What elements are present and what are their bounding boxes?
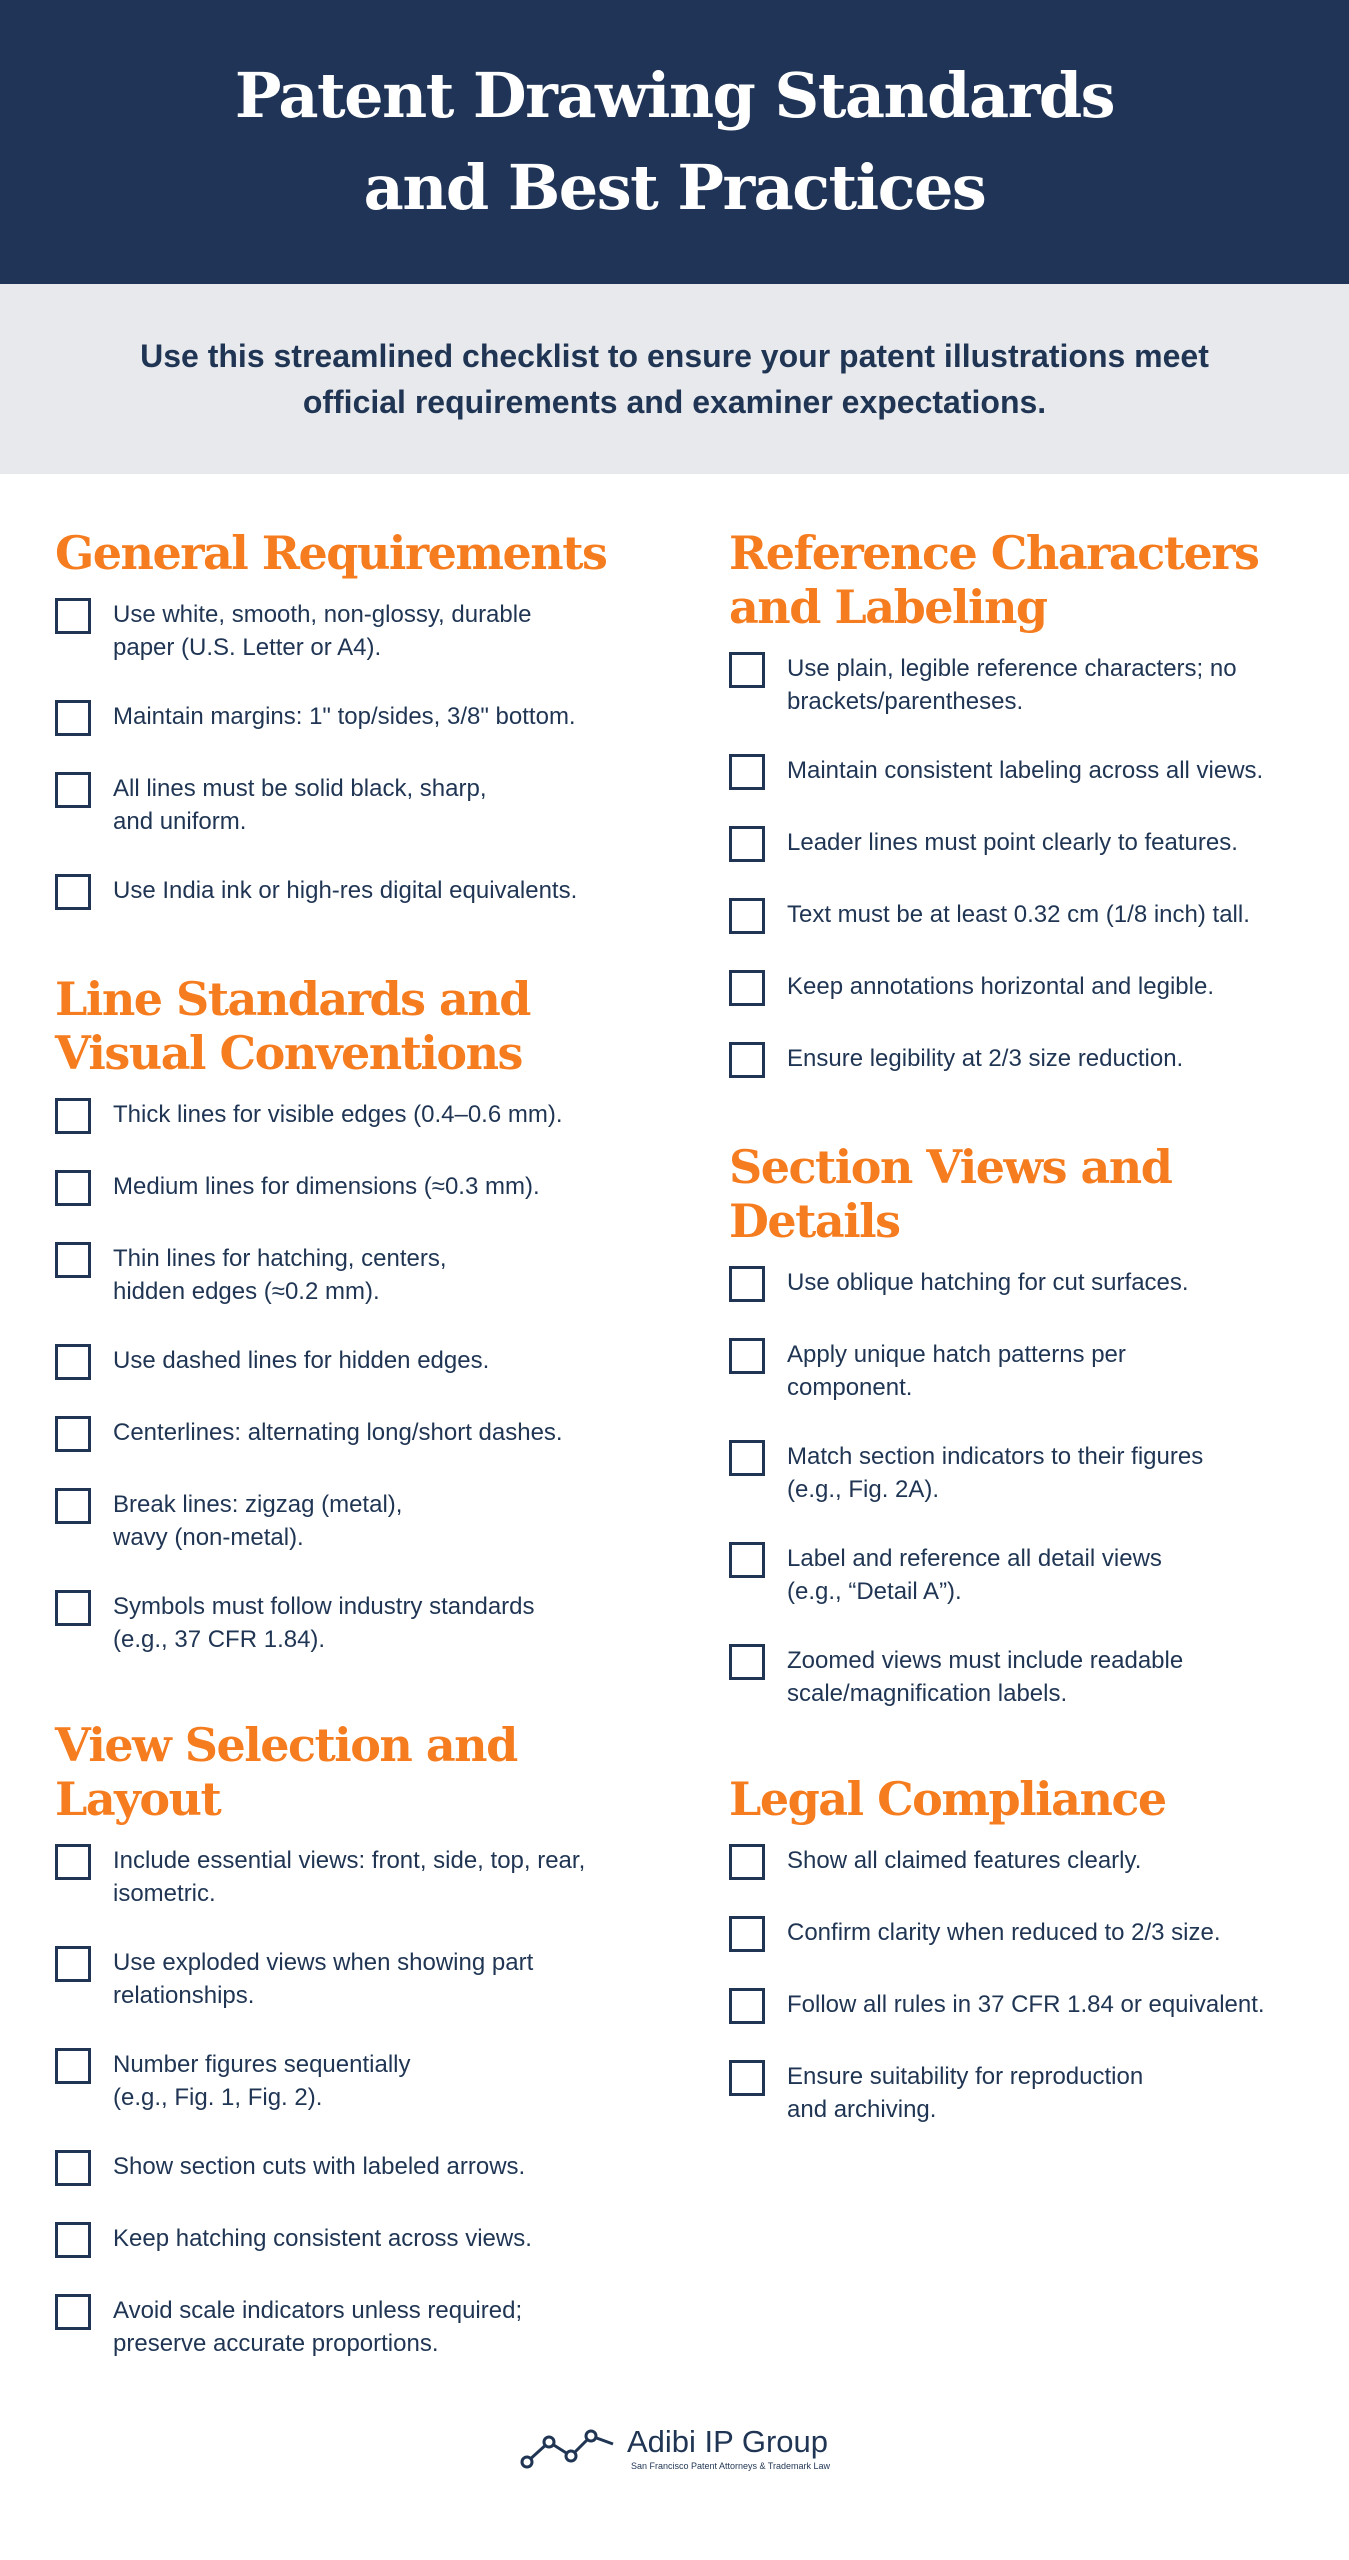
section-heading: General Requirements bbox=[55, 526, 607, 580]
checklist-item[interactable] bbox=[55, 1170, 675, 1206]
section-heading: Line Standards and Visual Conventions bbox=[55, 972, 530, 1080]
checkbox[interactable] bbox=[729, 754, 765, 790]
checklist-item[interactable] bbox=[729, 1542, 1329, 1608]
footer bbox=[0, 2425, 1349, 2471]
checklist-item-label: Use oblique hatching for cut surfaces. bbox=[787, 1269, 1189, 1296]
checklist-item[interactable] bbox=[55, 1844, 675, 1910]
checklist-item-label: Centerlines: alternating long/short dashes. bbox=[113, 1419, 563, 1446]
checklist-item-label: Text must be at least 0.32 cm (1/8 inch) tall. bbox=[787, 901, 1250, 928]
line-graph-logo-icon bbox=[519, 2426, 619, 2470]
checkbox[interactable] bbox=[729, 1338, 765, 1374]
checklist-item[interactable] bbox=[55, 874, 675, 910]
checkbox[interactable] bbox=[729, 1542, 765, 1578]
checkbox[interactable] bbox=[55, 2048, 91, 2084]
checklist-item[interactable] bbox=[55, 598, 675, 664]
checklist-item-label: Match section indicators to their figures (e.g., Fig. 2A). bbox=[787, 1443, 1204, 1503]
checkbox[interactable] bbox=[55, 1170, 91, 1206]
checklist-item[interactable] bbox=[55, 700, 675, 736]
checklist-item[interactable] bbox=[55, 1590, 675, 1656]
checkbox[interactable] bbox=[729, 1644, 765, 1680]
checklist-item-label: Thick lines for visible edges (0.4–0.6 mm). bbox=[113, 1101, 563, 1128]
section-heading: Section Views and Details bbox=[729, 1140, 1172, 1248]
checklist-item[interactable] bbox=[55, 2222, 675, 2258]
intro-text: Use this streamlined checklist to ensure your patent illustrations meet official requirements and examiner expectations. bbox=[140, 338, 1209, 420]
checklist-item[interactable] bbox=[729, 1042, 1329, 1078]
checklist-item-label: Keep hatching consistent across views. bbox=[113, 2225, 532, 2252]
checklist-item[interactable] bbox=[55, 772, 675, 838]
checklist-item[interactable] bbox=[55, 1488, 675, 1554]
intro-banner bbox=[0, 284, 1349, 474]
checklist-item[interactable] bbox=[55, 2150, 675, 2186]
checklist-item-label: Zoomed views must include readable scale/magnification labels. bbox=[787, 1647, 1184, 1707]
checklist-item[interactable] bbox=[729, 1644, 1329, 1710]
checklist-item-label: Use dashed lines for hidden edges. bbox=[113, 1347, 490, 1374]
checklist-item[interactable] bbox=[729, 898, 1329, 934]
checklist-item[interactable] bbox=[55, 1242, 675, 1308]
page-title bbox=[235, 50, 1114, 234]
logo-name: Adibi IP Group bbox=[626, 2424, 828, 2459]
checklist-item-label: Medium lines for dimensions (≈0.3 mm). bbox=[113, 1173, 540, 1200]
checklist-item-label: Ensure suitability for reproduction and archiving. bbox=[787, 2063, 1144, 2123]
checklist-item[interactable] bbox=[729, 970, 1329, 1006]
checkbox[interactable] bbox=[729, 826, 765, 862]
checklist-item[interactable] bbox=[729, 1844, 1329, 1880]
checklist-item[interactable] bbox=[729, 2060, 1329, 2126]
checkbox[interactable] bbox=[55, 1416, 91, 1452]
checklist-item-label: Use exploded views when showing part relationships. bbox=[113, 1949, 534, 2009]
checklist-item[interactable] bbox=[55, 2048, 675, 2114]
checklist-columns bbox=[0, 474, 1349, 2422]
checklist-item-label: Include essential views: front, side, top, rear, isometric. bbox=[113, 1847, 586, 1907]
checklist-item[interactable] bbox=[55, 1098, 675, 1134]
checkbox[interactable] bbox=[729, 1440, 765, 1476]
checklist-item-label: Apply unique hatch patterns per component. bbox=[787, 1341, 1126, 1401]
checklist-item-label: Confirm clarity when reduced to 2/3 size. bbox=[787, 1919, 1221, 1946]
section-reference-characters-and-labeling bbox=[729, 526, 1329, 1078]
section-legal-compliance bbox=[729, 1772, 1329, 2126]
section-heading: View Selection and Layout bbox=[55, 1718, 517, 1826]
checklist-item-label: Keep annotations horizontal and legible. bbox=[787, 973, 1214, 1000]
checklist-item[interactable] bbox=[729, 1440, 1329, 1506]
page-header bbox=[0, 0, 1349, 284]
checkbox[interactable] bbox=[55, 2222, 91, 2258]
checkbox[interactable] bbox=[729, 1844, 765, 1880]
checkbox[interactable] bbox=[55, 2294, 91, 2330]
checklist-item-label: Thin lines for hatching, centers, hidden edges (≈0.2 mm). bbox=[113, 1245, 447, 1305]
checkbox[interactable] bbox=[55, 700, 91, 736]
checklist-item[interactable] bbox=[729, 754, 1329, 790]
checkbox[interactable] bbox=[729, 1042, 765, 1078]
company-logo bbox=[519, 2425, 830, 2471]
checkbox[interactable] bbox=[55, 1098, 91, 1134]
checklist-item[interactable] bbox=[729, 1988, 1329, 2024]
checklist-item-label: Maintain consistent labeling across all views. bbox=[787, 757, 1264, 784]
checkbox[interactable] bbox=[729, 970, 765, 1006]
checkbox[interactable] bbox=[55, 772, 91, 808]
section-line-standards-and-visual-conventions bbox=[55, 972, 675, 1656]
checklist-item-label: Maintain margins: 1" top/sides, 3/8" bottom. bbox=[113, 703, 576, 730]
checklist-item-label: Ensure legibility at 2/3 size reduction. bbox=[787, 1045, 1184, 1072]
checkbox[interactable] bbox=[729, 898, 765, 934]
checklist-item[interactable] bbox=[729, 652, 1329, 718]
checklist-item[interactable] bbox=[729, 1266, 1329, 1302]
checklist-item-label: Use white, smooth, non-glossy, durable paper (U.S. Letter or A4). bbox=[113, 601, 532, 661]
checklist-item-label: Show all claimed features clearly. bbox=[787, 1847, 1142, 1874]
title-line-1: Patent Drawing Standards bbox=[234, 59, 1115, 132]
checklist-item[interactable] bbox=[729, 1338, 1329, 1404]
checklist-item-label: Leader lines must point clearly to features. bbox=[787, 829, 1238, 856]
section-view-selection-and-layout bbox=[55, 1718, 675, 2360]
checklist-item-label: Label and reference all detail views (e.g., “Detail A”). bbox=[787, 1545, 1162, 1605]
checklist-item-label: Use India ink or high-res digital equivalents. bbox=[113, 877, 578, 904]
checklist-item[interactable] bbox=[55, 1344, 675, 1380]
section-general-requirements bbox=[55, 526, 675, 910]
checkbox[interactable] bbox=[729, 1916, 765, 1952]
section-heading: Reference Characters and Labeling bbox=[729, 526, 1259, 634]
checkbox[interactable] bbox=[55, 874, 91, 910]
checkbox[interactable] bbox=[729, 652, 765, 688]
checklist-item-label: Break lines: zigzag (metal), wavy (non-metal). bbox=[113, 1491, 403, 1551]
checklist-item[interactable] bbox=[55, 2294, 675, 2360]
checkbox[interactable] bbox=[55, 1242, 91, 1278]
checklist-item[interactable] bbox=[55, 1416, 675, 1452]
checkbox[interactable] bbox=[55, 1590, 91, 1626]
checkbox[interactable] bbox=[55, 1488, 91, 1524]
title-line-2: and Best Practices bbox=[363, 151, 986, 224]
right-column bbox=[729, 526, 1329, 2422]
logo-tagline: San Francisco Patent Attorneys & Trademark Law bbox=[630, 2461, 831, 2471]
checkbox[interactable] bbox=[55, 1344, 91, 1380]
checkbox[interactable] bbox=[55, 1844, 91, 1880]
section-section-views-and-details bbox=[729, 1140, 1329, 1710]
left-column bbox=[55, 526, 675, 2422]
checklist-item-label: Avoid scale indicators unless required; preserve accurate proportions. bbox=[113, 2297, 523, 2357]
checklist-item[interactable] bbox=[729, 826, 1329, 862]
checkbox[interactable] bbox=[729, 1988, 765, 2024]
checklist-item-label: Show section cuts with labeled arrows. bbox=[113, 2153, 526, 2180]
checklist-item[interactable] bbox=[55, 1946, 675, 2012]
section-heading: Legal Compliance bbox=[729, 1772, 1166, 1826]
checklist-item-label: Use plain, legible reference characters; no brackets/parentheses. bbox=[787, 655, 1237, 715]
checklist-item[interactable] bbox=[729, 1916, 1329, 1952]
checkbox[interactable] bbox=[55, 1946, 91, 1982]
checkbox[interactable] bbox=[55, 2150, 91, 2186]
checkbox[interactable] bbox=[729, 1266, 765, 1302]
checkbox[interactable] bbox=[729, 2060, 765, 2096]
checklist-item-label: Follow all rules in 37 CFR 1.84 or equivalent. bbox=[787, 1991, 1265, 2018]
checkbox[interactable] bbox=[55, 598, 91, 634]
checklist-item-label: All lines must be solid black, sharp, and uniform. bbox=[113, 775, 487, 835]
checklist-item-label: Number figures sequentially (e.g., Fig. 1, Fig. 2). bbox=[113, 2051, 411, 2111]
checklist-item-label: Symbols must follow industry standards (e.g., 37 CFR 1.84). bbox=[113, 1593, 535, 1653]
